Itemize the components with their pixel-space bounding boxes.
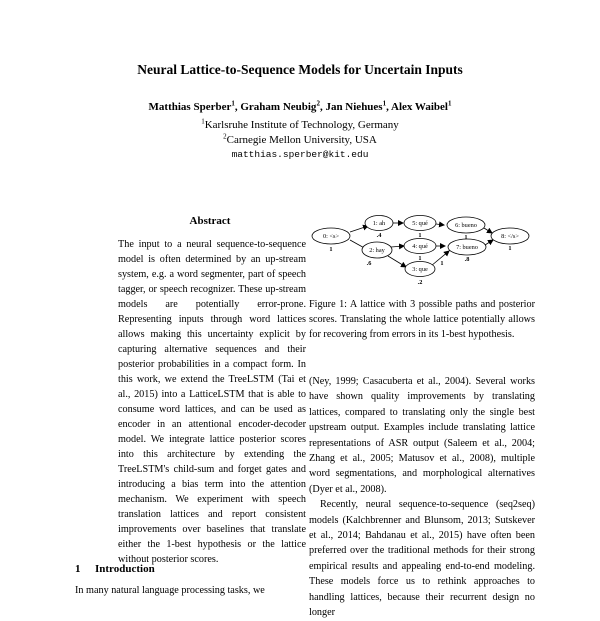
- lattice-score: .8: [464, 256, 470, 263]
- affiliation-name: Carnegie Mellon University, USA: [226, 134, 377, 146]
- author-affiliation-mark: 1: [382, 99, 387, 108]
- lattice-node-label: 2: hay: [369, 247, 385, 254]
- author-name: Alex Waibel: [391, 101, 448, 113]
- affiliation: [0, 134, 600, 146]
- lattice-score: 1: [329, 246, 333, 253]
- paragraph: (Ney, 1999; Casacuberta et al., 2004). Several works have shown quality improvements by translating lattices, compared to translating only the single best upstream output. Examples include translating lattice representations of ASR output (Saleem et al., 2004; Zhang et al., 2005; Matusov et al., 2008), multiple word segmentations, and morphological alternatives (Dyer et al., 2008).: [309, 376, 535, 495]
- abstract-heading: Abstract: [189, 215, 231, 227]
- lattice-edge: [388, 256, 406, 267]
- lattice-node-label: 0: <s>: [322, 233, 340, 240]
- lattice-score: .6: [366, 260, 372, 267]
- section-number: 1: [75, 563, 81, 575]
- figure-caption: Figure 1: A lattice with 3 possible paths and posterior scores. Translating the whole lattice potentially allows for recovering from errors in its 1-best hypothesis.: [309, 299, 535, 340]
- lattice-edge: [350, 226, 368, 232]
- author-email[interactable]: matthias.sperber@kit.edu: [231, 149, 369, 160]
- author-affiliation-mark: 1: [447, 99, 452, 108]
- lattice-edge: [484, 228, 492, 233]
- author-affiliation-mark: 1: [231, 99, 235, 108]
- lattice-node-label: 6: bueno: [455, 222, 477, 229]
- section-title: Introduction: [95, 563, 155, 575]
- right-column-text: [309, 374, 535, 621]
- affiliation-name: Karlsruhe Institute of Technology, Germany: [204, 119, 399, 131]
- author-separator: ,: [319, 101, 326, 113]
- affiliation-mark: 1: [201, 117, 205, 126]
- lattice-score: .2: [417, 279, 423, 286]
- lattice-node-label: 5: qué: [412, 220, 428, 227]
- introduction-text: In many natural language processing tasks, we: [75, 585, 265, 596]
- lattice-node-label: 8: </s>: [501, 233, 519, 240]
- author-affiliation-mark: 2: [316, 99, 320, 108]
- lattice-score: 1: [464, 234, 468, 241]
- paper-title: Neural Lattice-to-Sequence Models for Uncertain Inputs: [137, 62, 463, 77]
- lattice-figure: [303, 208, 535, 296]
- lattice-score: .4: [376, 232, 382, 239]
- author-name: Jan Niehues: [325, 101, 383, 113]
- section-heading: [75, 563, 155, 575]
- affiliation: [0, 119, 600, 131]
- lattice-score: 1: [418, 255, 422, 262]
- author-list: [0, 101, 600, 113]
- lattice-edge: [391, 246, 404, 247]
- lattice-score: 1: [418, 232, 422, 239]
- lattice-edge: [436, 224, 444, 225]
- lattice-node-label: 1: ah: [372, 220, 386, 227]
- affiliation-mark: 2: [223, 132, 227, 141]
- author-name: Matthias Sperber: [148, 101, 232, 113]
- lattice-edge: [485, 240, 493, 245]
- author-separator: ,: [386, 101, 391, 113]
- abstract-text: The input to a neural sequence-to-sequence model is often determined by an up-stream system, e.g. a word segmenter, part of speech tagger, or speech recognizer. These up-stream models are potentially error-prone. Representing inputs through word lattices allows making this uncertainty explicit by capturing alternative sequences and their posterior probabilities in a compact form. In this work, we extend the TreeLSTM (Tai et al., 2015) into a LatticeLSTM that is able to consume word lattices, and can be used as encoder in an attentional encoder-decoder model. We integrate lattice posterior scores into this architecture by extending the TreeLSTM's child-sum and forget gates and introducing a bias term into the attention mechanism. We experiment with speech translation lattices and report consistent improvements over baselines that translate either the 1-best hypothesis or the lattice without posterior scores.: [118, 239, 306, 565]
- author-separator: ,: [234, 101, 241, 113]
- lattice-node-label: 4: qué: [412, 243, 428, 250]
- lattice-node-label: 3: que: [412, 266, 428, 273]
- paragraph: Recently, neural sequence-to-sequence (seq2seq) models (Kalchbrenner and Blunsom, 2013; Sutskever et al., 2014; Bahdanau et al., 2015) have often been preferred over the traditional methods for their strong empirical results and appealing end-to-end modeling. These models force us to rethink approaches to handling lattices, because their recurrent design no longer: [309, 499, 535, 619]
- author-name: Graham Neubig: [240, 101, 317, 113]
- lattice-node-label: 7: bueno: [456, 244, 478, 251]
- lattice-score: 1: [508, 245, 512, 252]
- lattice-score: 1: [440, 260, 444, 267]
